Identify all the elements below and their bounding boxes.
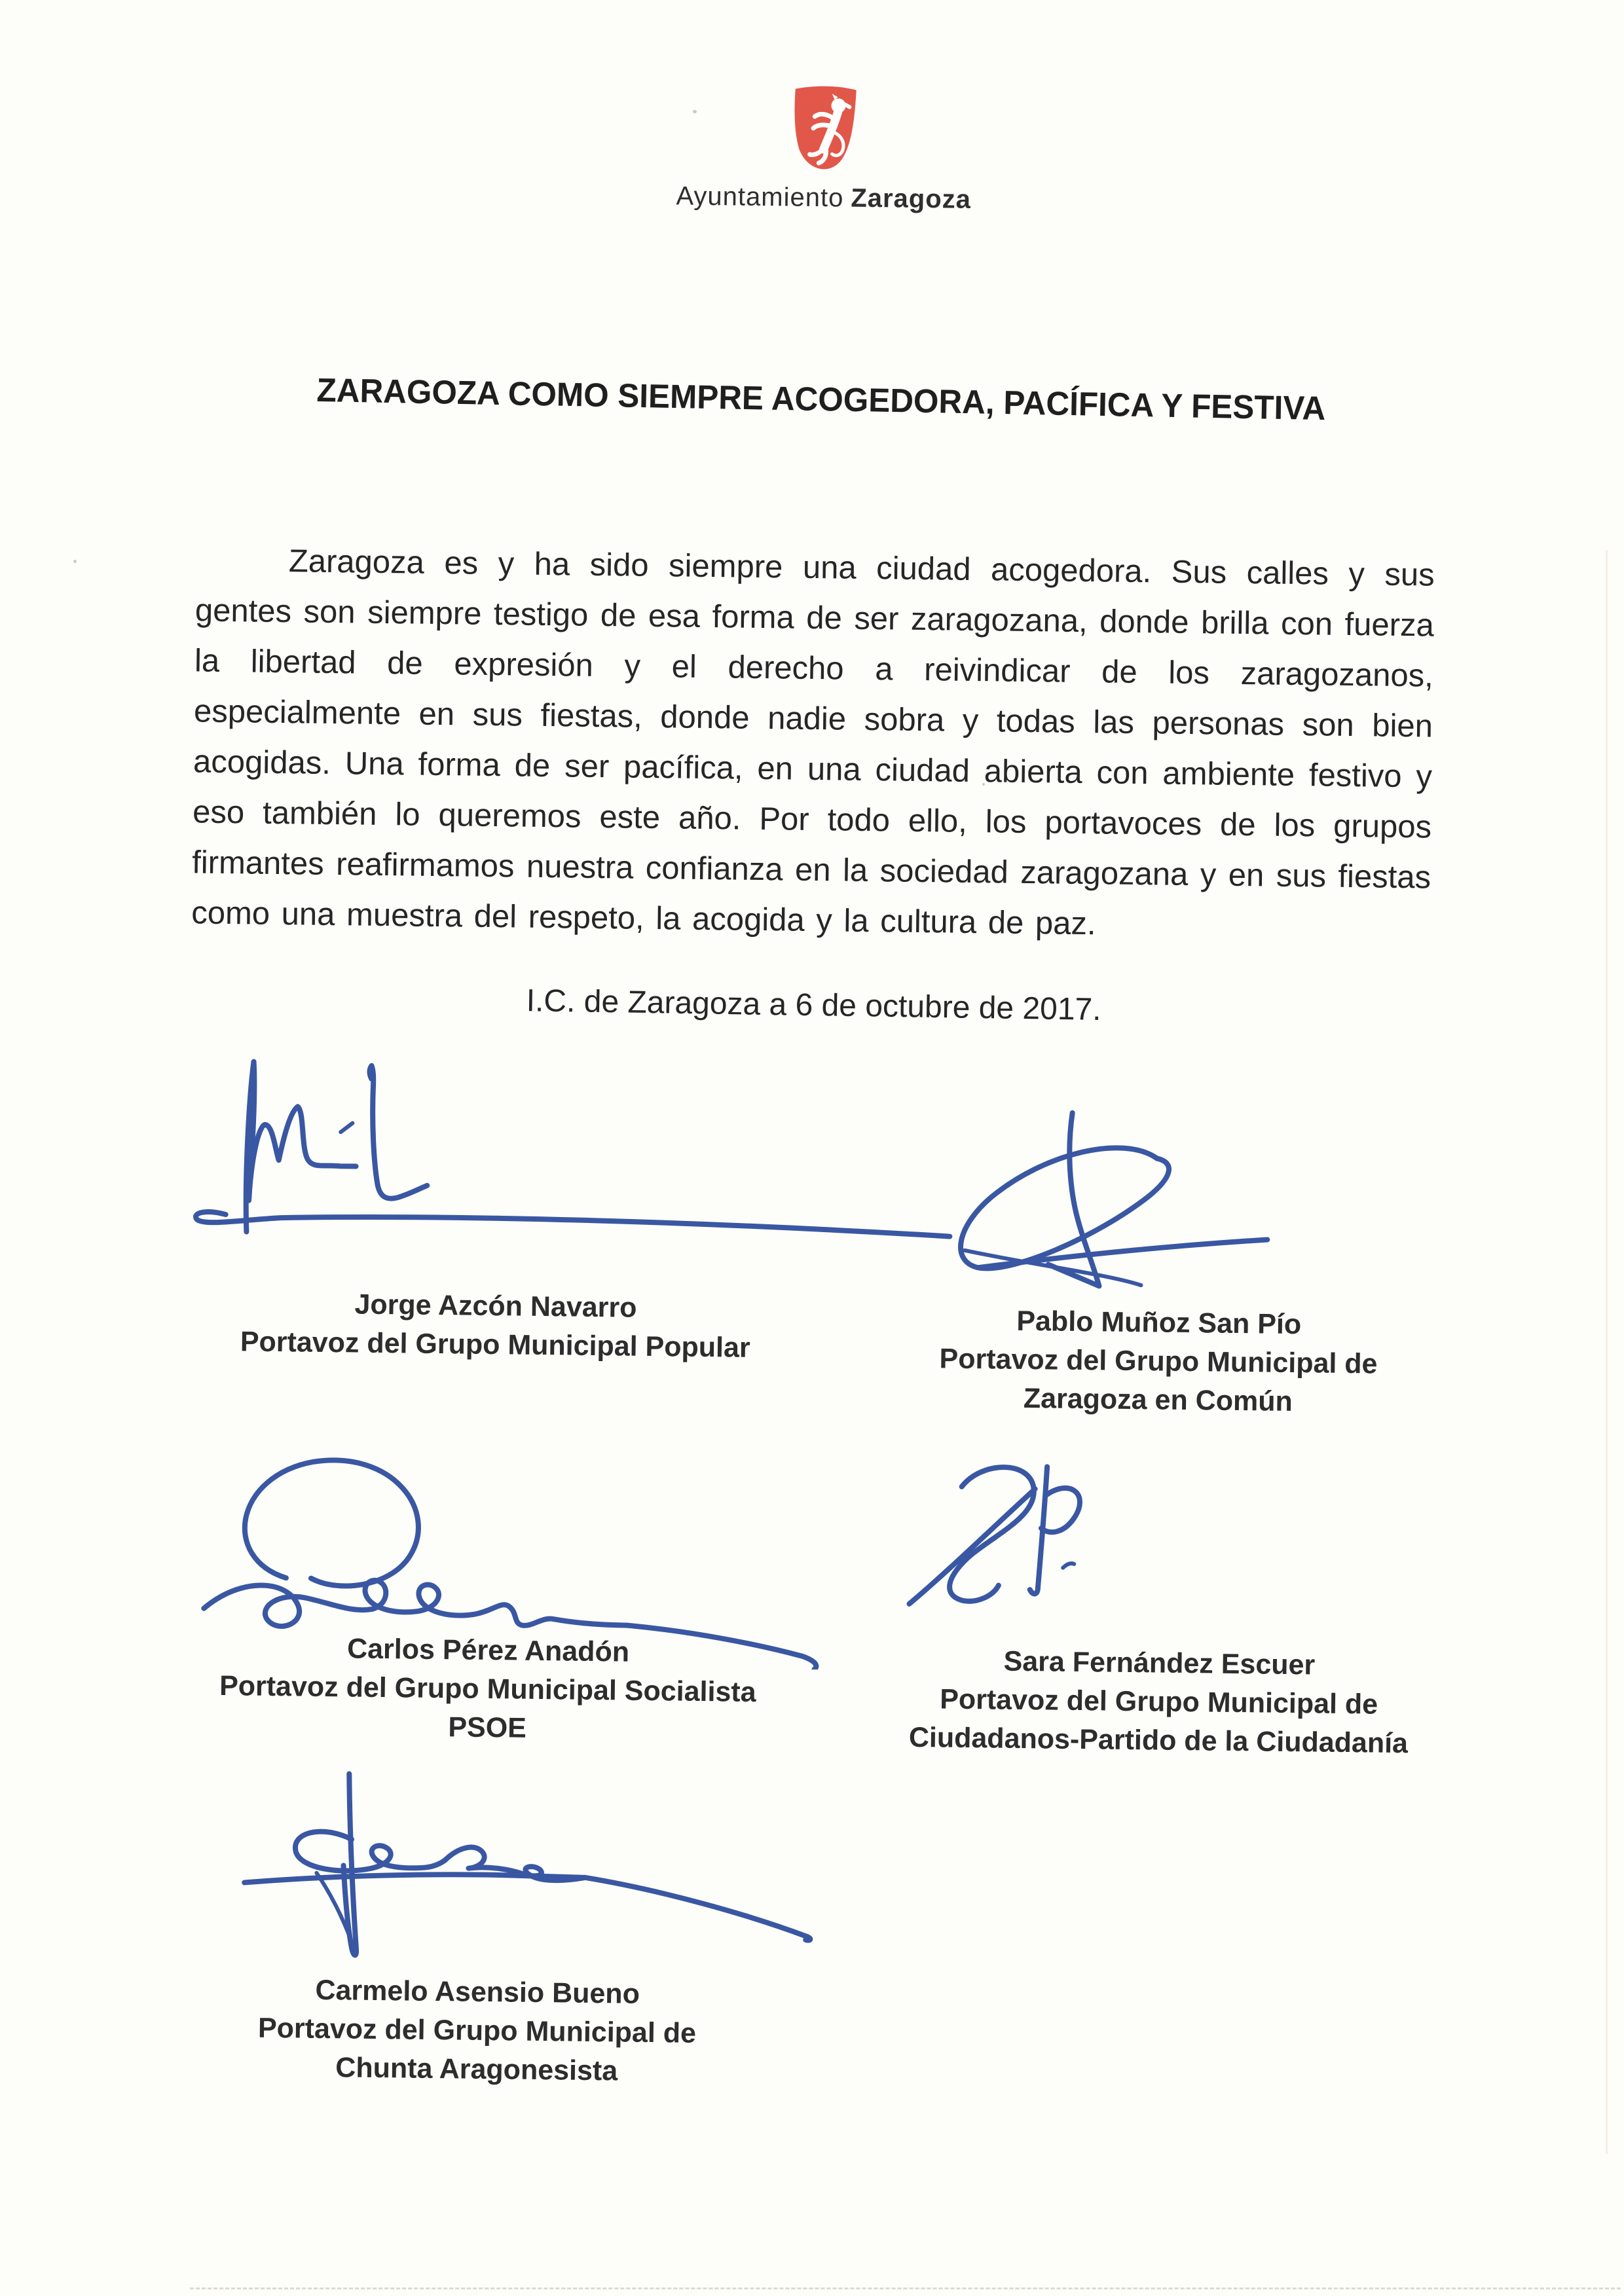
signatory-role: Portavoz del Grupo Municipal Popular	[240, 1326, 750, 1364]
signatory-name: Pablo Muñoz San Pío	[1016, 1305, 1302, 1341]
org-name-bold: Zaragoza	[851, 183, 972, 214]
signatory-role: Portavoz del Grupo Municipal de	[257, 2012, 697, 2049]
scan-edge-right	[1606, 550, 1608, 2154]
org-name-regular: Ayuntamiento	[676, 181, 844, 213]
signatory-role: Chunta Aragonesista	[335, 2052, 618, 2087]
signatory-role: Portavoz del Grupo Municipal de	[939, 1683, 1378, 1721]
zaragoza-shield-lion-icon	[788, 83, 862, 174]
document-title: ZARAGOZA COMO SIEMPRE ACOGEDORA, PACÍFICA Y FESTIVA	[316, 371, 1326, 428]
signatory-role: Zaragoza en Común	[1023, 1382, 1293, 1417]
signatory-block	[164, 1283, 826, 1368]
signatory-name: Carlos Pérez Anadón	[346, 1633, 630, 1668]
signatory-role: Portavoz del Grupo Municipal de	[939, 1343, 1378, 1380]
scan-speck	[693, 110, 697, 113]
scan-edge-line	[190, 2287, 1621, 2289]
signatory-name: Carmelo Asensio Bueno	[315, 1974, 640, 2010]
signatory-role: Ciudadanos-Partido de la Ciudadanía	[908, 1721, 1409, 1760]
document-dateline: I.C. de Zaragoza a 6 de octubre de 2017.	[526, 983, 1101, 1027]
signatory-block	[145, 1969, 808, 2093]
signatory-role: PSOE	[448, 1711, 527, 1744]
org-name	[12, 173, 1624, 223]
signatory-name: Jorge Azcón Navarro	[354, 1288, 637, 1324]
signature-ink-pablo-munoz	[925, 1091, 1281, 1305]
signature-ink-sara-fernandez	[895, 1453, 1132, 1626]
signatory-block	[157, 1628, 819, 1751]
signature-ink-jorge-azcon	[182, 1048, 970, 1267]
scan-speck	[73, 560, 77, 563]
signatory-block	[827, 1300, 1490, 1423]
signatory-name: Sara Fernández Escuer	[1003, 1645, 1316, 1681]
scan-speck	[982, 783, 985, 786]
signatory-role: Portavoz del Grupo Municipal Socialista	[219, 1670, 756, 1709]
document-body: Zaragoza es y ha sido siempre una ciudad acogedora. Sus calles y sus gentes son siempre testigo de esa forma de ser zaragozana, donde brilla con fuerza la libertad de expresión y el derecho a reivindicar de los zaragozanos, especialmente en sus fiestas, donde nadie sobra y todas las personas son bien acogidas. Una forma de ser pacífica, en una ciudad abierta con ambiente festivo y eso también lo queremos este año. Por todo ello, los portavoces de los grupos firmantes reafirmamos nuestra confianza en la sociedad zaragozana y en sus fiestas como una muestra del respeto, la acogida y la cultura de paz.	[191, 543, 1435, 942]
signatory-block	[828, 1640, 1490, 1764]
signature-ink-carmelo-asensio	[236, 1767, 906, 1978]
